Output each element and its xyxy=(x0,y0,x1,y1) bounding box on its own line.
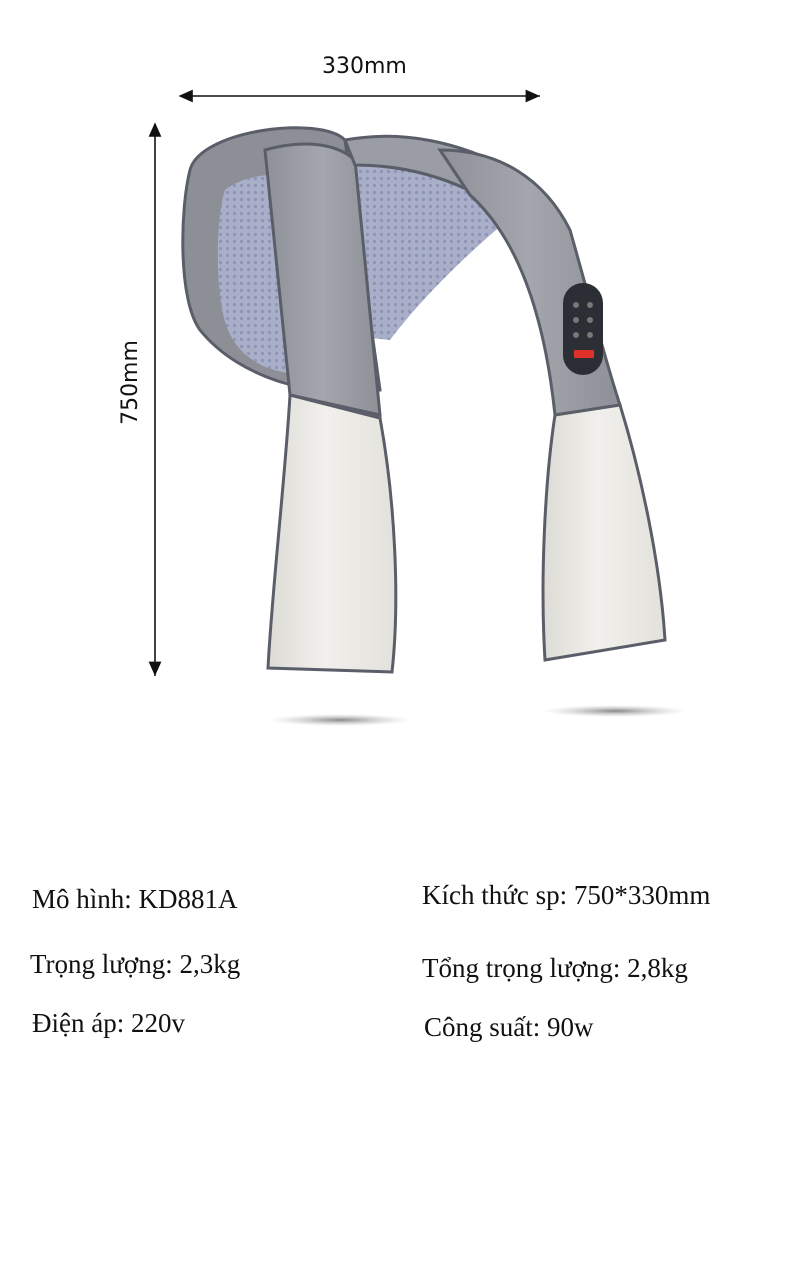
spec-power: Công suất: 90w xyxy=(424,1012,594,1042)
right-strap xyxy=(440,150,620,415)
left-shadow xyxy=(270,714,410,726)
spec-voltage: Điện áp: 220v xyxy=(32,1008,185,1038)
control-panel xyxy=(563,283,603,375)
left-pad xyxy=(268,395,396,672)
width-label: 330mm xyxy=(322,54,407,79)
panel-button-3 xyxy=(573,317,579,323)
spec-size: Kích thức sp: 750*330mm xyxy=(422,880,711,910)
spec-gross-weight: Tổng trọng lượng: 2,8kg xyxy=(422,953,688,983)
right-pad xyxy=(543,405,665,660)
panel-button-5 xyxy=(573,332,579,338)
spec-weight: Trọng lượng: 2,3kg xyxy=(30,949,241,979)
spec-model: Mô hình: KD881A xyxy=(32,884,238,914)
height-label: 750mm xyxy=(117,340,143,425)
right-shadow xyxy=(543,705,687,717)
panel-button-4 xyxy=(587,317,593,323)
panel-button-6 xyxy=(587,332,593,338)
panel-button-2 xyxy=(587,302,593,308)
panel-display xyxy=(574,350,594,358)
panel-button-1 xyxy=(573,302,579,308)
